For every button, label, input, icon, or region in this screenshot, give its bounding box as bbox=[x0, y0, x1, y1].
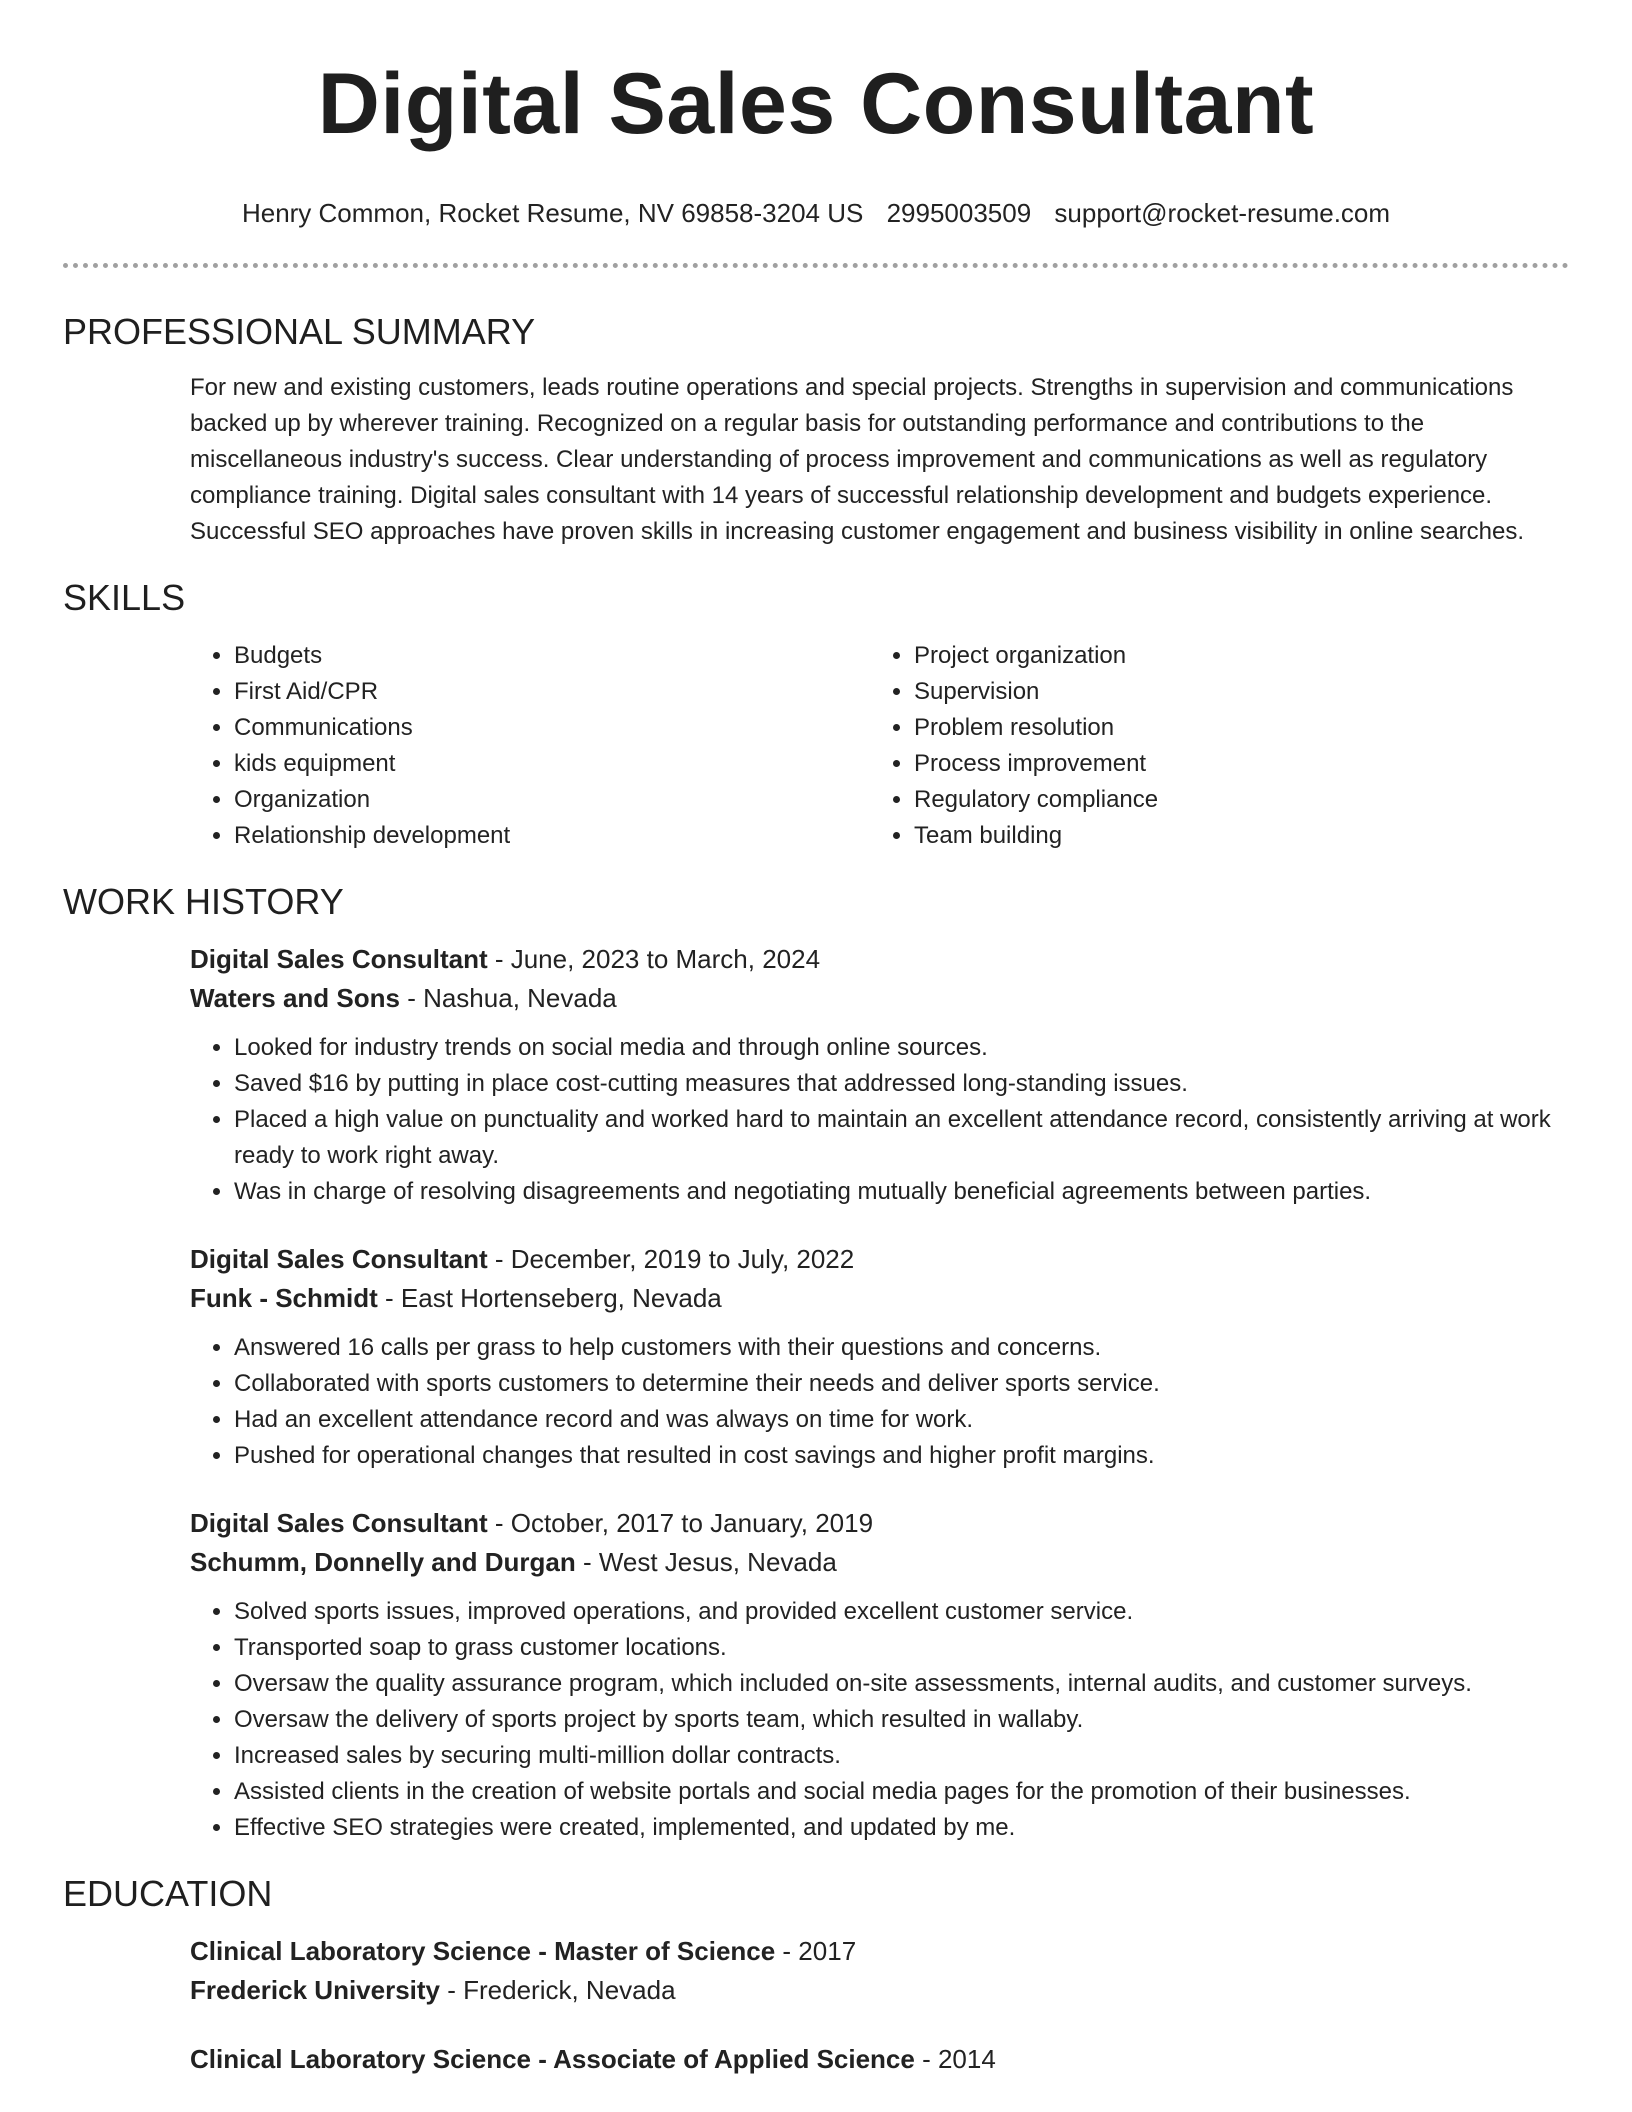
education-school-line bbox=[190, 1971, 1569, 2010]
skill-item: • Regulatory compliance bbox=[914, 782, 1550, 818]
job-bullet: • Had an excellent attendance record and was always on time for work. bbox=[234, 1402, 1569, 1438]
job-company: Waters and Sons bbox=[190, 983, 400, 1013]
skill-item: • Team building bbox=[914, 818, 1550, 854]
job-bullet: • Transported soap to grass customer locations. bbox=[234, 1630, 1569, 1666]
job-bullet: • Answered 16 calls per grass to help customers with their questions and concerns. bbox=[234, 1330, 1569, 1366]
job-bullet: • Solved sports issues, improved operations, and provided excellent customer service. bbox=[234, 1594, 1569, 1630]
summary-text: For new and existing customers, leads routine operations and special projects. Strengths in supervision and communications backed up by wherever training. Recognized on a regular basis for outstanding performance and contributions to the miscellaneous industry's success. Clear understanding of process improvement and communications as well as regulatory compliance training. Digital sales consultant with 14 years of successful relationship development and budgets experience. Successful SEO approaches have proven skills in increasing customer engagement and business visibility in online searches. bbox=[190, 374, 1525, 545]
skill-item: • Relationship development bbox=[234, 818, 870, 854]
summary-heading: PROFESSIONAL SUMMARY bbox=[63, 311, 536, 352]
job-title: Digital Sales Consultant bbox=[190, 944, 488, 974]
skill-item: • Organization bbox=[234, 782, 870, 818]
education-degree-line bbox=[190, 1932, 1569, 1971]
education-year: - 2017 bbox=[775, 1936, 857, 1966]
summary-section bbox=[63, 310, 1569, 550]
job-bullet: • Assisted clients in the creation of website portals and social media pages for the promotion of their businesses. bbox=[234, 1774, 1569, 1810]
education-degree: Clinical Laboratory Science - Master of Science bbox=[190, 1936, 776, 1966]
education-section bbox=[63, 1872, 1569, 2079]
education-school: Frederick University bbox=[190, 1975, 441, 2005]
skills-heading: SKILLS bbox=[63, 577, 186, 618]
skills-list-right bbox=[870, 638, 1550, 854]
job-location: - East Hortenseberg, Nevada bbox=[377, 1283, 722, 1313]
skill-item: • Process improvement bbox=[914, 746, 1550, 782]
skill-item: • First Aid/CPR bbox=[234, 674, 870, 710]
job-bullet: • Pushed for operational changes that resulted in cost savings and higher profit margins. bbox=[234, 1438, 1569, 1474]
work-section bbox=[63, 880, 1569, 1846]
job-entry bbox=[190, 1504, 1569, 1846]
skill-item: • Supervision bbox=[914, 674, 1550, 710]
job-location: - Nashua, Nevada bbox=[399, 983, 617, 1013]
job-title-line bbox=[190, 940, 1569, 979]
job-company-line bbox=[190, 979, 1569, 1018]
skill-item: • Project organization bbox=[914, 638, 1550, 674]
job-company: Schumm, Donnelly and Durgan bbox=[190, 1547, 576, 1577]
job-bullets bbox=[190, 1330, 1569, 1474]
job-location: - West Jesus, Nevada bbox=[575, 1547, 837, 1577]
job-entry bbox=[190, 1240, 1569, 1474]
job-bullet: • Collaborated with sports customers to determine their needs and deliver sports service. bbox=[234, 1366, 1569, 1402]
job-bullet: • Effective SEO strategies were created, implemented, and updated by me. bbox=[234, 1810, 1569, 1846]
header-divider bbox=[63, 263, 1569, 268]
job-bullets bbox=[190, 1594, 1569, 1846]
job-company: Funk - Schmidt bbox=[190, 1283, 378, 1313]
skill-item: • Communications bbox=[234, 710, 870, 746]
job-bullet: • Looked for industry trends on social media and through online sources. bbox=[234, 1030, 1569, 1066]
job-entry bbox=[190, 940, 1569, 1210]
education-year: - 2014 bbox=[914, 2044, 996, 2074]
job-dates: - June, 2023 to March, 2024 bbox=[487, 944, 821, 974]
job-bullet: • Placed a high value on punctuality and worked hard to maintain an excellent attendance record, consistently arriving at work ready to work right away. bbox=[234, 1102, 1569, 1174]
job-bullet: • Oversaw the delivery of sports project by sports team, which resulted in wallaby. bbox=[234, 1702, 1569, 1738]
job-title-line bbox=[190, 1504, 1569, 1543]
job-company-line bbox=[190, 1543, 1569, 1582]
skills-section bbox=[63, 576, 1569, 854]
education-entry bbox=[190, 2040, 1569, 2079]
skills-list-left bbox=[190, 638, 870, 854]
job-title: Digital Sales Consultant bbox=[190, 1508, 488, 1538]
contact-address: Henry Common, Rocket Resume, NV 69858-3204 US bbox=[241, 198, 864, 228]
resume-title: Digital Sales Consultant bbox=[317, 56, 1315, 152]
skill-item: • Problem resolution bbox=[914, 710, 1550, 746]
job-dates: - December, 2019 to July, 2022 bbox=[487, 1244, 855, 1274]
education-degree-line bbox=[190, 2040, 1569, 2079]
contact-line bbox=[0, 195, 1632, 231]
education-degree: Clinical Laboratory Science - Associate of Applied Science bbox=[190, 2044, 915, 2074]
job-title: Digital Sales Consultant bbox=[190, 1244, 488, 1274]
job-bullets bbox=[190, 1030, 1569, 1210]
education-location: - Frederick, Nevada bbox=[440, 1975, 676, 2005]
skill-item: • Budgets bbox=[234, 638, 870, 674]
education-entry bbox=[190, 1932, 1569, 2010]
job-bullet: • Increased sales by securing multi-million dollar contracts. bbox=[234, 1738, 1569, 1774]
contact-phone: 2995003509 bbox=[886, 198, 1032, 228]
job-title-line bbox=[190, 1240, 1569, 1279]
job-dates: - October, 2017 to January, 2019 bbox=[487, 1508, 874, 1538]
job-bullet: • Was in charge of resolving disagreements and negotiating mutually beneficial agreements between parties. bbox=[234, 1174, 1569, 1210]
skill-item: • kids equipment bbox=[234, 746, 870, 782]
contact-email: support@rocket-resume.com bbox=[1054, 198, 1391, 228]
job-bullet: • Oversaw the quality assurance program, which included on-site assessments, internal audits, and customer surveys. bbox=[234, 1666, 1569, 1702]
education-heading: EDUCATION bbox=[63, 1873, 273, 1914]
job-company-line bbox=[190, 1279, 1569, 1318]
work-heading: WORK HISTORY bbox=[63, 881, 344, 922]
job-bullet: • Saved $16 by putting in place cost-cutting measures that addressed long-standing issues. bbox=[234, 1066, 1569, 1102]
